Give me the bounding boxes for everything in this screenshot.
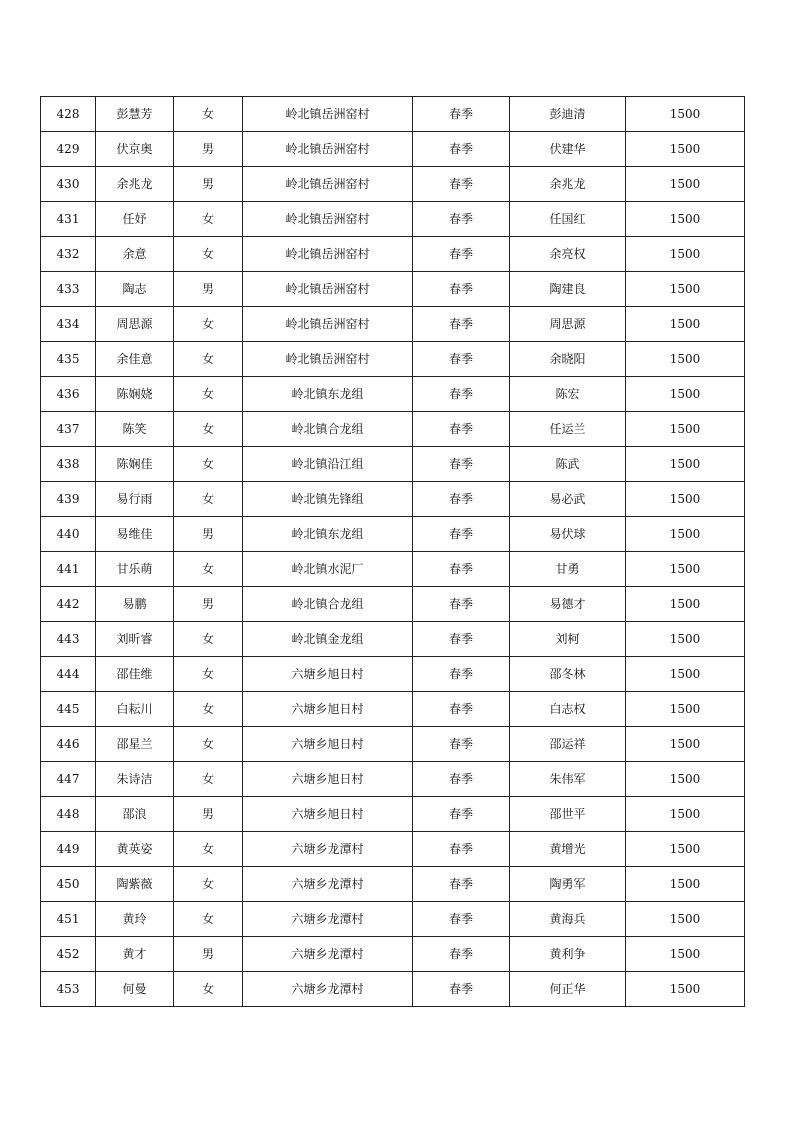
amount-cell: 1500 [626,657,745,692]
guardian-name-cell: 陈武 [510,447,626,482]
amount-cell: 1500 [626,902,745,937]
address-cell: 六塘乡龙潭村 [243,867,413,902]
row-number-cell: 436 [41,377,96,412]
table-row [41,832,745,867]
guardian-name-cell: 黄利争 [510,937,626,972]
amount-cell: 1500 [626,482,745,517]
guardian-name-cell: 彭迪清 [510,97,626,132]
amount-cell: 1500 [626,937,745,972]
roster-body [41,97,745,1007]
gender-cell: 女 [174,97,243,132]
address-cell: 岭北镇金龙组 [243,622,413,657]
row-number-cell: 447 [41,762,96,797]
gender-cell: 女 [174,412,243,447]
amount-cell: 1500 [626,307,745,342]
gender-cell: 女 [174,867,243,902]
address-cell: 岭北镇先锋组 [243,482,413,517]
address-cell: 六塘乡龙潭村 [243,972,413,1007]
table-row [41,552,745,587]
student-name-cell: 陈笑 [96,412,174,447]
student-name-cell: 陈娴娆 [96,377,174,412]
student-name-cell: 甘乐萌 [96,552,174,587]
amount-cell: 1500 [626,377,745,412]
season-cell: 春季 [413,867,510,902]
guardian-name-cell: 伏建华 [510,132,626,167]
table-row [41,937,745,972]
row-number-cell: 434 [41,307,96,342]
season-cell: 春季 [413,727,510,762]
gender-cell: 女 [174,482,243,517]
season-cell: 春季 [413,167,510,202]
address-cell: 六塘乡旭日村 [243,657,413,692]
gender-cell: 女 [174,237,243,272]
table-row [41,202,745,237]
row-number-cell: 433 [41,272,96,307]
address-cell: 岭北镇岳洲窑村 [243,167,413,202]
address-cell: 岭北镇岳洲窑村 [243,237,413,272]
table-row [41,167,745,202]
table-row [41,132,745,167]
amount-cell: 1500 [626,727,745,762]
gender-cell: 男 [174,797,243,832]
gender-cell: 女 [174,727,243,762]
address-cell: 岭北镇岳洲窑村 [243,307,413,342]
gender-cell: 女 [174,307,243,342]
row-number-cell: 444 [41,657,96,692]
guardian-name-cell: 邵世平 [510,797,626,832]
address-cell: 六塘乡旭日村 [243,692,413,727]
amount-cell: 1500 [626,972,745,1007]
address-cell: 岭北镇水泥厂 [243,552,413,587]
season-cell: 春季 [413,902,510,937]
table-row [41,972,745,1007]
address-cell: 岭北镇东龙组 [243,377,413,412]
table-row [41,692,745,727]
student-name-cell: 陶志 [96,272,174,307]
student-name-cell: 陈娴佳 [96,447,174,482]
student-name-cell: 刘昕睿 [96,622,174,657]
student-name-cell: 伏京奥 [96,132,174,167]
row-number-cell: 442 [41,587,96,622]
season-cell: 春季 [413,517,510,552]
student-name-cell: 朱诗洁 [96,762,174,797]
season-cell: 春季 [413,132,510,167]
season-cell: 春季 [413,482,510,517]
gender-cell: 女 [174,902,243,937]
student-name-cell: 易维佳 [96,517,174,552]
row-number-cell: 440 [41,517,96,552]
student-name-cell: 黄才 [96,937,174,972]
row-number-cell: 446 [41,727,96,762]
amount-cell: 1500 [626,167,745,202]
address-cell: 岭北镇合龙组 [243,412,413,447]
student-name-cell: 邵浪 [96,797,174,832]
amount-cell: 1500 [626,692,745,727]
gender-cell: 男 [174,272,243,307]
row-number-cell: 439 [41,482,96,517]
season-cell: 春季 [413,937,510,972]
guardian-name-cell: 陶建良 [510,272,626,307]
gender-cell: 男 [174,517,243,552]
season-cell: 春季 [413,202,510,237]
student-name-cell: 邵佳维 [96,657,174,692]
season-cell: 春季 [413,692,510,727]
gender-cell: 男 [174,132,243,167]
season-cell: 春季 [413,307,510,342]
guardian-name-cell: 陶勇军 [510,867,626,902]
student-name-cell: 陶紫薇 [96,867,174,902]
table-row [41,517,745,552]
guardian-name-cell: 余亮权 [510,237,626,272]
amount-cell: 1500 [626,587,745,622]
student-name-cell: 易鹏 [96,587,174,622]
guardian-name-cell: 邵运祥 [510,727,626,762]
row-number-cell: 451 [41,902,96,937]
amount-cell: 1500 [626,797,745,832]
row-number-cell: 438 [41,447,96,482]
student-name-cell: 黄英姿 [96,832,174,867]
season-cell: 春季 [413,797,510,832]
student-name-cell: 余意 [96,237,174,272]
gender-cell: 女 [174,692,243,727]
student-name-cell: 白耘川 [96,692,174,727]
amount-cell: 1500 [626,622,745,657]
row-number-cell: 429 [41,132,96,167]
address-cell: 岭北镇东龙组 [243,517,413,552]
guardian-name-cell: 邵冬林 [510,657,626,692]
table-row [41,307,745,342]
table-row [41,797,745,832]
guardian-name-cell: 任运兰 [510,412,626,447]
gender-cell: 女 [174,657,243,692]
amount-cell: 1500 [626,237,745,272]
row-number-cell: 431 [41,202,96,237]
season-cell: 春季 [413,657,510,692]
student-name-cell: 黄玲 [96,902,174,937]
season-cell: 春季 [413,97,510,132]
guardian-name-cell: 黄增光 [510,832,626,867]
student-name-cell: 周思源 [96,307,174,342]
guardian-name-cell: 白志权 [510,692,626,727]
row-number-cell: 449 [41,832,96,867]
amount-cell: 1500 [626,342,745,377]
row-number-cell: 452 [41,937,96,972]
row-number-cell: 453 [41,972,96,1007]
address-cell: 岭北镇岳洲窑村 [243,342,413,377]
address-cell: 岭北镇沿江组 [243,447,413,482]
amount-cell: 1500 [626,202,745,237]
gender-cell: 女 [174,552,243,587]
amount-cell: 1500 [626,517,745,552]
table-row [41,902,745,937]
guardian-name-cell: 周思源 [510,307,626,342]
guardian-name-cell: 朱伟军 [510,762,626,797]
student-name-cell: 邵星兰 [96,727,174,762]
table-row [41,237,745,272]
row-number-cell: 443 [41,622,96,657]
table-row [41,762,745,797]
student-name-cell: 何曼 [96,972,174,1007]
season-cell: 春季 [413,342,510,377]
address-cell: 六塘乡龙潭村 [243,832,413,867]
table-row [41,377,745,412]
guardian-name-cell: 黄海兵 [510,902,626,937]
season-cell: 春季 [413,972,510,1007]
gender-cell: 男 [174,167,243,202]
amount-cell: 1500 [626,272,745,307]
amount-cell: 1500 [626,97,745,132]
address-cell: 岭北镇岳洲窑村 [243,97,413,132]
row-number-cell: 450 [41,867,96,902]
student-name-cell: 余佳意 [96,342,174,377]
gender-cell: 女 [174,202,243,237]
gender-cell: 女 [174,762,243,797]
gender-cell: 女 [174,832,243,867]
address-cell: 岭北镇岳洲窑村 [243,272,413,307]
gender-cell: 女 [174,972,243,1007]
row-number-cell: 432 [41,237,96,272]
row-number-cell: 428 [41,97,96,132]
amount-cell: 1500 [626,132,745,167]
guardian-name-cell: 陈宏 [510,377,626,412]
season-cell: 春季 [413,272,510,307]
table-row [41,272,745,307]
season-cell: 春季 [413,412,510,447]
season-cell: 春季 [413,832,510,867]
guardian-name-cell: 易必武 [510,482,626,517]
guardian-name-cell: 任国红 [510,202,626,237]
student-name-cell: 易行雨 [96,482,174,517]
season-cell: 春季 [413,237,510,272]
guardian-name-cell: 余兆龙 [510,167,626,202]
gender-cell: 女 [174,377,243,412]
student-name-cell: 彭慧芳 [96,97,174,132]
row-number-cell: 435 [41,342,96,377]
row-number-cell: 441 [41,552,96,587]
table-row [41,342,745,377]
season-cell: 春季 [413,552,510,587]
season-cell: 春季 [413,377,510,412]
guardian-name-cell: 易德才 [510,587,626,622]
address-cell: 岭北镇合龙组 [243,587,413,622]
amount-cell: 1500 [626,412,745,447]
address-cell: 六塘乡龙潭村 [243,902,413,937]
gender-cell: 女 [174,622,243,657]
gender-cell: 女 [174,447,243,482]
amount-cell: 1500 [626,552,745,587]
amount-cell: 1500 [626,832,745,867]
season-cell: 春季 [413,622,510,657]
guardian-name-cell: 余晓阳 [510,342,626,377]
season-cell: 春季 [413,762,510,797]
row-number-cell: 448 [41,797,96,832]
gender-cell: 男 [174,937,243,972]
table-row [41,587,745,622]
address-cell: 六塘乡龙潭村 [243,937,413,972]
row-number-cell: 445 [41,692,96,727]
table-row [41,867,745,902]
amount-cell: 1500 [626,447,745,482]
amount-cell: 1500 [626,867,745,902]
season-cell: 春季 [413,587,510,622]
address-cell: 岭北镇岳洲窑村 [243,202,413,237]
address-cell: 六塘乡旭日村 [243,762,413,797]
guardian-name-cell: 甘勇 [510,552,626,587]
address-cell: 岭北镇岳洲窑村 [243,132,413,167]
table-row [41,727,745,762]
gender-cell: 女 [174,342,243,377]
row-number-cell: 437 [41,412,96,447]
guardian-name-cell: 刘柯 [510,622,626,657]
table-row [41,622,745,657]
student-name-cell: 余兆龙 [96,167,174,202]
amount-cell: 1500 [626,762,745,797]
table-row [41,482,745,517]
guardian-name-cell: 何正华 [510,972,626,1007]
table-row [41,657,745,692]
table-row [41,447,745,482]
roster-table [40,96,745,1007]
student-name-cell: 任妤 [96,202,174,237]
table-row [41,412,745,447]
address-cell: 六塘乡旭日村 [243,797,413,832]
season-cell: 春季 [413,447,510,482]
row-number-cell: 430 [41,167,96,202]
table-row [41,97,745,132]
guardian-name-cell: 易伏球 [510,517,626,552]
gender-cell: 男 [174,587,243,622]
address-cell: 六塘乡旭日村 [243,727,413,762]
